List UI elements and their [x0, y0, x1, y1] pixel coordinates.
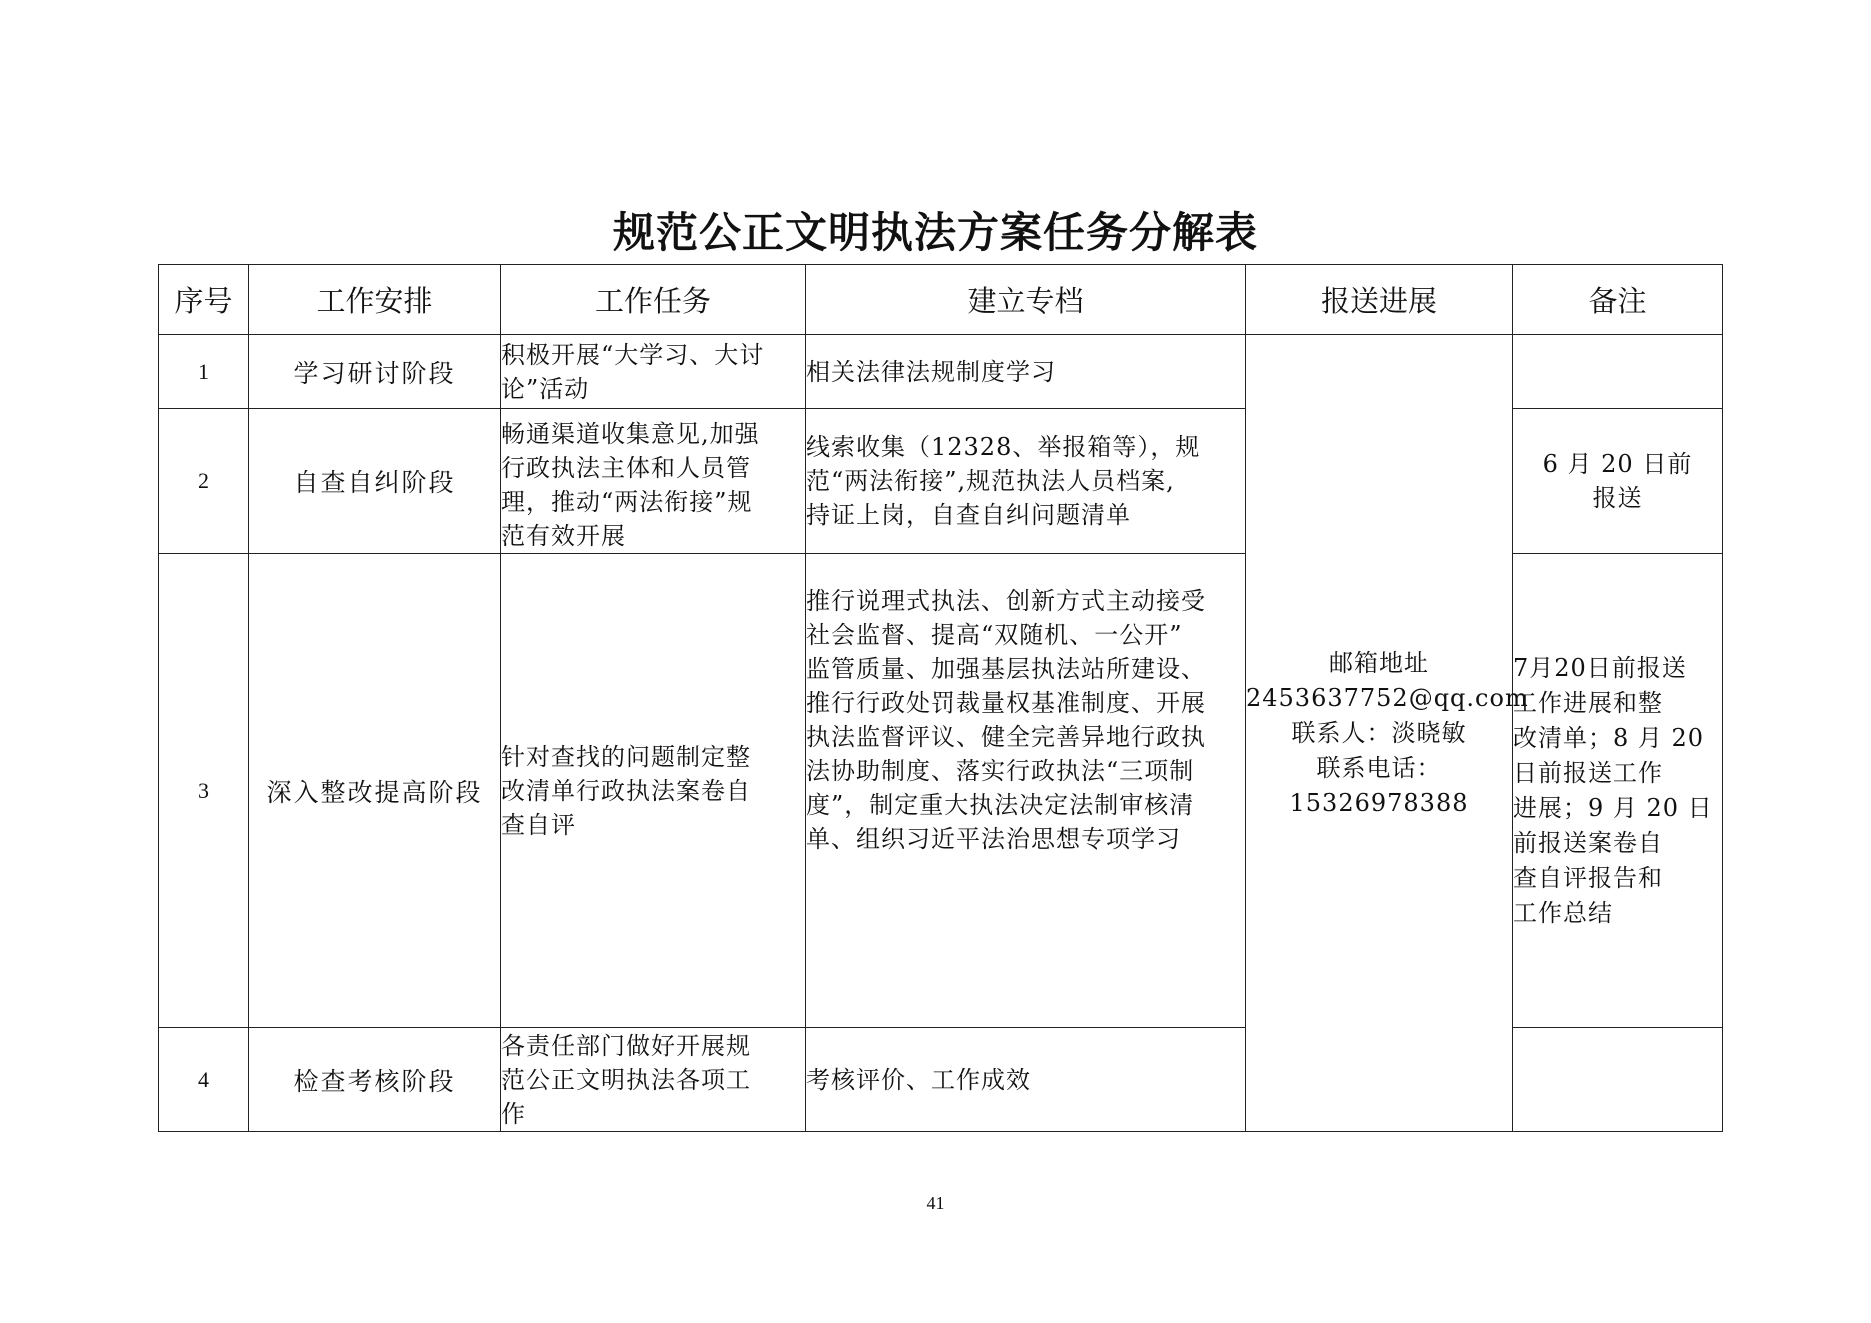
task-table [158, 264, 1723, 1132]
row-number: 1 [159, 335, 249, 409]
header-serial: 序号 [159, 265, 249, 335]
document-title: 规范公正文明执法方案任务分解表 [612, 208, 1258, 257]
contact-person: 联系人：淡晓敏 [1291, 718, 1467, 747]
header-archive: 建立专档 [806, 265, 1246, 335]
remarks-cell [1513, 335, 1723, 409]
task-cell: 各责任部门做好开展规 范公正文明执法各项工 作 [501, 1028, 806, 1132]
row-number: 2 [159, 409, 249, 554]
remarks-cell: 7月20日前报送 工作进展和整 改清单；8 月 20 日前报送工作 进展；9 月 20 日 前报送案卷自 查自评报告和 工作总结 [1513, 554, 1723, 1028]
email-address: 2453637752@qq.com [1246, 683, 1529, 712]
stage-cell: 学习研讨阶段 [249, 335, 501, 409]
header-arrangement: 工作安排 [249, 265, 501, 335]
page-number: 41 [926, 1193, 945, 1213]
phone-number: 15326978388 [1289, 788, 1469, 817]
row-number: 3 [159, 554, 249, 1028]
table-header-row [159, 265, 1723, 335]
archive-cell: 推行说理式执法、创新方式主动接受 社会监督、提高“双随机、一公开” 监管质量、加强基层执法站所建设、 推行行政处罚裁量权基准制度、开展 执法监督评议、健全完善异地行政执 法协助制度、落实行政执法“三项制 度”，制定重大执法决定法制审核清 单、组织习近平法治思想专项学习 [806, 554, 1246, 1028]
task-cell: 针对查找的问题制定整 改清单行政执法案卷自 查自评 [501, 554, 806, 1028]
remarks-cell [1513, 1028, 1723, 1132]
row-number: 4 [159, 1028, 249, 1132]
email-label: 邮箱地址 [1329, 648, 1429, 677]
stage-cell: 检查考核阶段 [249, 1028, 501, 1132]
task-cell: 积极开展“大学习、大讨 论”活动 [501, 335, 806, 409]
header-remarks: 备注 [1513, 265, 1723, 335]
archive-cell: 考核评价、工作成效 [806, 1028, 1246, 1132]
header-report-progress: 报送进展 [1246, 265, 1513, 335]
report-contact-cell [1246, 335, 1529, 1132]
archive-cell: 线索收集（12328、举报箱等），规 范“两法衔接”,规范执法人员档案, 持证上岗，自查自纠问题清单 [806, 409, 1246, 554]
phone-label: 联系电话： [1316, 753, 1442, 782]
task-cell: 畅通渠道收集意见,加强 行政执法主体和人员管 理，推动“两法衔接”规 范有效开展 [501, 409, 806, 554]
header-task: 工作任务 [501, 265, 806, 335]
stage-cell: 深入整改提高阶段 [249, 554, 501, 1028]
remarks-cell: 6 月 20 日前 报送 [1513, 409, 1723, 554]
stage-cell: 自查自纠阶段 [249, 409, 501, 554]
archive-cell: 相关法律法规制度学习 [806, 335, 1246, 409]
table-row [159, 335, 1723, 409]
